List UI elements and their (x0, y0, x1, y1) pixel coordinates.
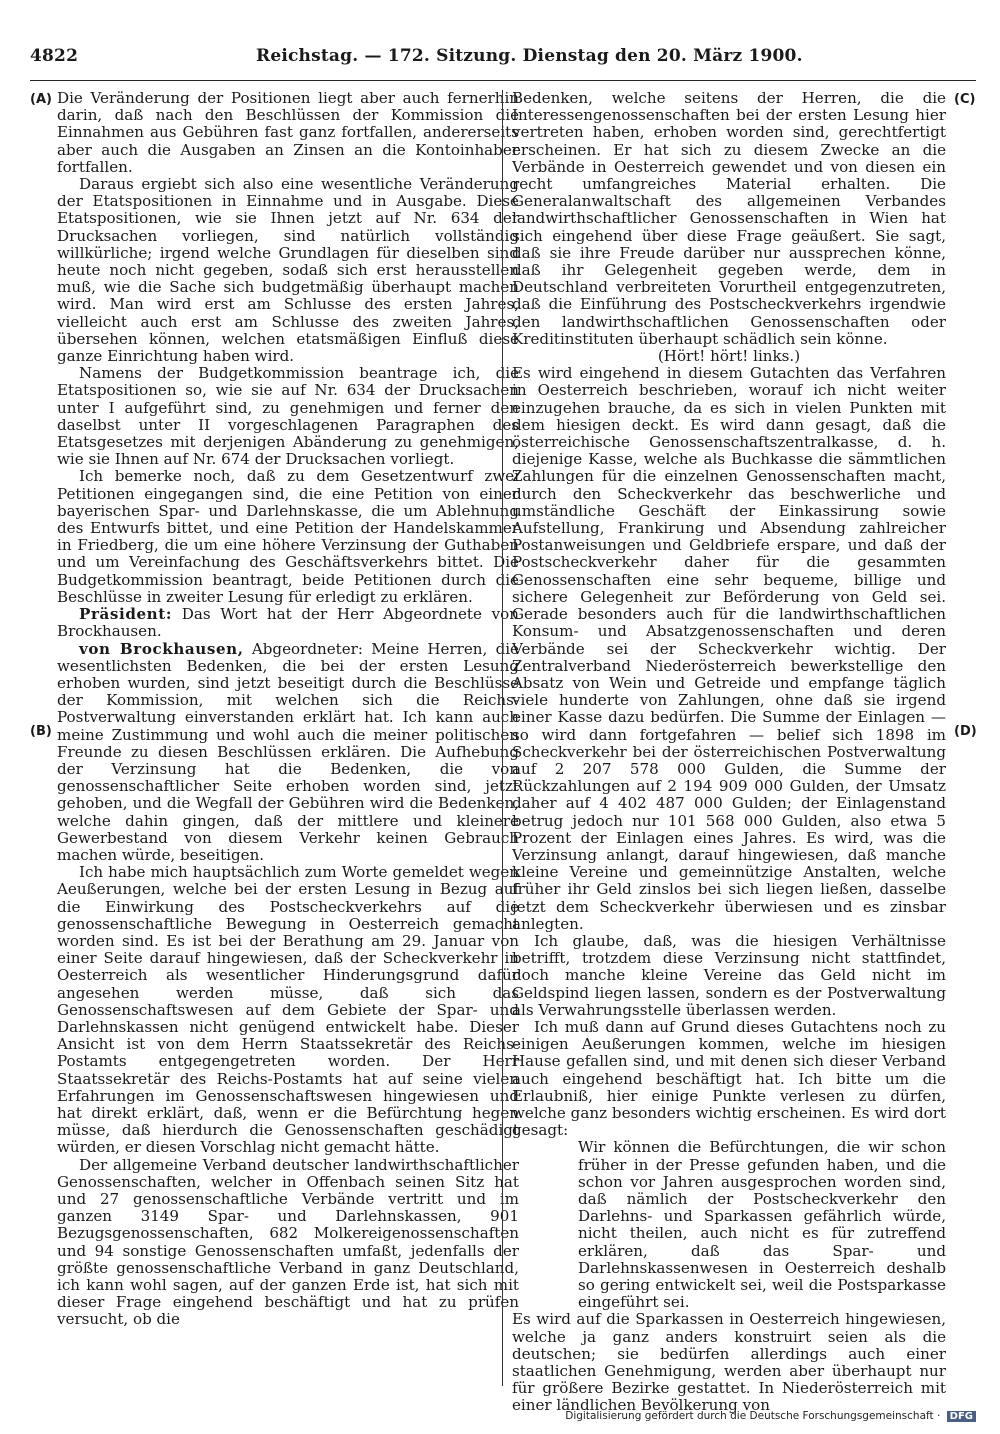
margin-marker-c: (C) (954, 92, 976, 107)
header-rule (30, 80, 976, 81)
margin-marker-d: (D) (954, 724, 977, 739)
dfg-logo: DFG (947, 1411, 976, 1422)
left-paragraph-3: Namens der Budgetkommission beantrage ich, die Etatspositionen so, wie sie auf Nr. 634 der Drucksachen unter I aufgeführt sind, zu genehmigen und ferner den daselbst unter II vorgeschlagenen Paragraphen des Etatsgesetzes mit derjenigen Abänderung zu genehmigen, wie sie Ihnen auf Nr. 674 der Drucksachen vorliegt. (57, 364, 519, 469)
interjection: (Hört! hört! links.) (657, 347, 801, 366)
speaker-brockhausen: von Brockhausen, (79, 639, 244, 658)
footer-credit: Digitalisierung gefördert durch die Deutsche Forschungsgemeinschaft (565, 1410, 934, 1422)
right-paragraph-5: Es wird auf die Sparkassen in Oesterreich hingewiesen, welche ja ganz anders konstruirt seien als die deutschen; sie bedürfen allerdings auch einer staatlichen Genehmigung, werden aber überhaupt nur für größere Bezirke gestattet. In Niederösterreich mit einer ländlichen Bevölkerung von (512, 1310, 946, 1415)
right-paragraph-2: Es wird eingehend in diesem Gutachten das Verfahren in Oesterreich beschrieben, worauf ich nicht weiter einzugehen brauche, da es sich in vielen Punkten mit dem hiesigen deckt. Es wird dann gesagt, daß die österreichische Genossenschaftszentralkasse, d. h. diejenige Kasse, welche als Buchkasse die sämmtlichen Zahlungen für die einzelnen Genossenschaften macht, durch den Scheckverkehr das beschwerliche und umständliche Geschäft der Einkassirung sowie Aufstellung, Frankirung und Absendung zahlreicher Postanweisungen und Geldbriefe erspare, und daß der Postscheckverkehr daher für die gesammten Genossenschaften eine sehr bequeme, billige und sichere Gelegenheit zur Beförderung von Geld sei. Gerade besonders auch für die landwirthschaftlichen Konsum- und Absatzgenossenschaften und deren Verbände sei der Scheckverkehr wichtig. Der Zentralverband Niederösterreich bewerkstellige den Absatz von Wein und Getreide und empfange täglich viele hunderte von Zahlungen, ohne daß sie irgend einer Kasse dazu bedürfen. Die Summe der Einlagen — so wird dann fortgefahren — belief sich 1898 im Scheckverkehr bei der österreichischen Postverwaltung auf 2 207 578 000 Gulden, die Summe der Rückzahlungen auf 2 194 909 000 Gulden, der Umsatz daher auf 4 402 487 000 Gulden; der Einlagenstand betrug jedoch nur 101 568 000 Gulden, also etwa 5 Prozent der Einlagen eines Jahres. Es wird, was die Verzinsung anlangt, darauf hingewiesen, daß manche kleine Vereine und gemeinnützige Anstalten, welche früher ihr Geld zinslos bei sich liegen ließen, dasselbe jetzt dem Scheckverkehr überwiesen und es zinsbar anlegten. (512, 364, 946, 933)
right-paragraph-3: Ich glaube, daß, was die hiesigen Verhältnisse betrifft, trotzdem diese Verzinsung nicht stattfindet, doch manche kleine Vereine das Geld nicht im Geldspind liegen lassen, sondern es der Postverwaltung als Verwahrungsstelle überlassen werden. (512, 931, 946, 1019)
left-column (57, 90, 519, 1390)
page-header (30, 44, 974, 74)
left-paragraph-7: Ich habe mich hauptsächlich zum Worte gemeldet wegen Aeußerungen, welche bei der ersten Lesung in Bezug auf die Einwirkung des Postscheckverkehrs auf die genossenschaftliche Bewegung in Oesterreich gemacht worden sind. Es ist bei der Berathung am 29. Januar von einer Seite darauf hingewiesen, daß der Scheckverkehr in Oesterreich als wesentlicher Hinderungsgrund dafür angesehen werden müsse, daß sich das Genossenschaftswesen auf dem Gebiete der Spar- und Darlehnskassen nicht genügend entwickelt habe. Dieser Ansicht ist von dem Herrn Staatssekretär des Reichs-Postamts entgegengetreten worden. Der Herr Staatssekretär des Reichs-Postamts hat auf seine vielen Erfahrungen im Genossenschaftswesen hingewiesen und hat direkt erklärt, daß, wenn er die Befürchtung hegen müsse, daß hierdurch die Genossenschaften geschädigt würden, er diesen Vorschlag nicht gemacht hätte. (57, 863, 519, 1157)
left-paragraph-2: Daraus ergiebt sich also eine wesentliche Veränderung der Etatspositionen in Einnahme und in Ausgabe. Diese Etatspositionen, wie sie Ihnen jetzt auf Nr. 634 der Drucksachen vorliegen, sind natürlich vollständig willkürliche; irgend welche Grundlagen für dieselben sind heute noch nicht gegeben, sodaß sich erst herausstellen muß, wie die Sache sich budgetmäßig überhaupt machen wird. Man wird erst am Schlusse des ersten Jahres, vielleicht auch erst am Schlusse des zweiten Jahres, übersehen können, welchen etatsmäßigen Einfluß diese ganze Einrichtung haben wird. (57, 175, 519, 366)
margin-marker-b: (B) (30, 724, 52, 739)
left-paragraph-8: Der allgemeine Verband deutscher landwirthschaftlicher Genossenschaften, welcher in Offenbach seinen Sitz hat und 27 genossenschaftliche Verbände vertritt und im ganzen 3149 Spar- und Darlehnskassen, 901 Bezugsgenossenschaften, 682 Molkereigenossenschaften und 94 sonstige Genossenschaften umfaßt, jedenfalls der größte genossenschaftliche Verband in ganz Deutschland, ich kann wohl sagen, auf der ganzen Erde ist, hat sich mit dieser Frage eingehend beschäftigt und hat zu prüfen versucht, ob die (57, 1155, 519, 1329)
quoted-passage: Wir können die Befürchtungen, die wir schon früher in der Presse gefunden haben, und die schon vor Jahren ausgesprochen worden sind, daß nämlich der Postscheckverkehr den Darlehns- und Sparkassen gefährlich würde, nicht theilen, auch nicht es für zutreffend erklären, daß das Spar- und Darlehnskassenwesen in Oesterreich deshalb so gering entwickelt sei, weil die Postsparkasse eingeführt sei. (578, 1138, 946, 1312)
right-column (512, 89, 946, 1415)
page-number: 4822 (30, 46, 79, 66)
brockhausen-speech: Abgeordneter: Meine Herren, die wesentlichsten Bedenken, die bei der ersten Lesung erhoben wurden, sind jetzt beseitigt durch die Beschlüsse der Kommission, mit welchen sich die Reichs-Postverwaltung einverstanden erklärt hat. Ich kann auch meine Zustimmung und wohl auch die meiner politischen Freunde zu diesen Beschlüssen erklären. Die Aufhebung der Verzinsung hat die Bedenken, die von genossenschaftlicher Seite erhoben worden sind, jetzt gehoben, und die Wegfall der Gebühren wird die Bedenken, welche dahin gingen, daß der mittlere und kleinere Gewerbestand von diesem Verkehr keinen Gebrauch machen würde, beseitigen. (57, 639, 519, 864)
left-paragraph-4: Ich bemerke noch, daß zu dem Gesetzentwurf zwei Petitionen eingegangen sind, die eine Petition von einer bayerischen Spar- und Darlehnskasse, die um Ablehnung des Entwurfs bittet, und eine Petition der Handelskammer in Friedberg, die um eine höhere Verzinsung der Guthaben und um Vereinfachung des Geschäftsverkehrs bittet. Die Budgetkommission beantragt, beide Petitionen durch die Beschlüsse in zweiter Lesung für erledigt zu erklären. (57, 467, 519, 606)
digitization-footer: Digitalisierung gefördert durch die Deutsche Forschungsgemeinschaft · DFG (565, 1410, 976, 1422)
right-paragraph-1: Bedenken, welche seitens der Herren, die die Interessengenossenschaften bei der ersten Lesung hier vertreten haben, erhoben worden sind, gerechtfertigt erscheinen. Er hat sich zu diesem Zwecke an die Verbände in Oesterreich gewendet und von diesen ein recht umfangreiches Material erhalten. Die Generalanwaltschaft des allgemeinen Verbandes landwirthschaftlicher Genossenschaften in Wien hat sich eingehend über diese Frage geäußert. Sie sagt, daß sie ihre Freude darüber nur aussprechen könne, daß ihr Gelegenheit gegeben werde, dem in Deutschland verbreiteten Vorurtheil entgegenzutreten, daß die Einführung des Postscheckverkehrs irgendwie den landwirthschaftlichen Genossenschaften oder Kreditinstituten überhaupt schädlich sein könne. (512, 89, 946, 348)
margin-marker-a: (A) (30, 92, 52, 107)
left-paragraph-1: Die Veränderung der Positionen liegt aber auch fernerhin darin, daß nach den Beschlüssen der Kommission die Einnahmen aus Gebühren fast ganz fortfallen, andererseits aber auch die Ausgaben an Zinsen an die Kontoinhaber fortfallen. (57, 89, 519, 176)
president-statement: Das Wort hat der Herr Abgeordnete von Brockhausen. (57, 605, 519, 641)
left-paragraph-5 (57, 606, 519, 640)
running-title: Reichstag. — 172. Sitzung. Dienstag den 20. März 1900. (256, 46, 803, 66)
right-paragraph-4: Ich muß dann auf Grund dieses Gutachtens noch zu einigen Aeußerungen kommen, welche im hiesigen Hause gefallen sind, und mit denen sich dieser Verband auch eingehend beschäftigt hat. Ich bitte um die Erlaubniß, hier einige Punkte verlesen zu dürfen, welche ganz besonders wichtig erscheinen. Es wird dort gesagt: (512, 1017, 946, 1140)
speaker-president: Präsident: (79, 605, 172, 624)
column-divider (502, 90, 503, 1386)
left-paragraph-6 (57, 641, 519, 865)
